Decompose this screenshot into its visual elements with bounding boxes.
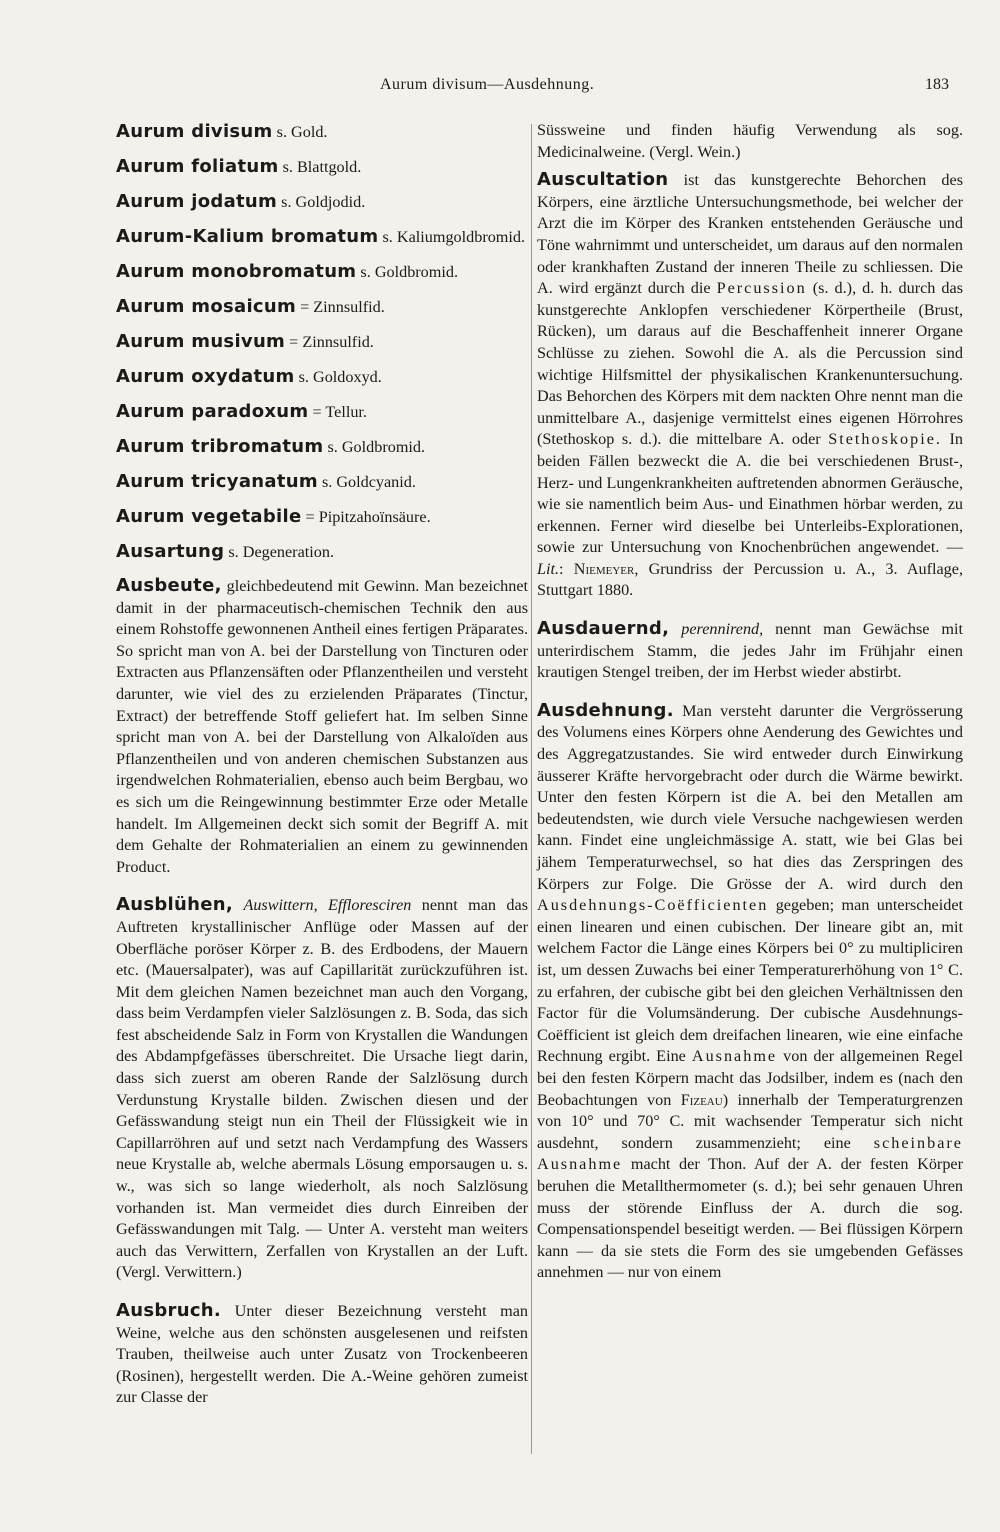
spaced-term: Ausdehnungs-Coëfficienten <box>537 896 769 915</box>
headword: Aurum divisum <box>116 121 273 142</box>
short-entry-list <box>116 120 528 564</box>
right-column <box>537 120 963 1284</box>
entry-aurum-paradoxum <box>116 400 528 424</box>
entry-aurum-monobromatum <box>116 260 528 284</box>
headword: Aurum mosaicum <box>116 296 297 317</box>
entry-aurum-divisum <box>116 120 528 144</box>
entry-text: nennt man das Auftreten krystallinischer Anflüge oder Massen auf der Oberfläche poröser Körper z. B. des Erdbodens, der Mauern etc. (Mauersalpater), was auf Capillarität zurückzuführen ist. Mit dem gleichen Namen bezeichnet man auch den Vorgang, dass beim Verdampfen vieler Salzlösungen z. B. Soda, das sich fest abscheidende Salz in Form von Krystallen die Wandungen des Abdampfgefässes überschreitet. Die Ursache liegt darin, dass sich zuerst am oberen Rande der Salzlösung durch Verdunstung Krystalle bilden. Zwischen diesen und der Gefässwandung steigt nun ein Theil der Flüssigkeit wie in Capillarröhren auf und setzt nach Verdampfung des Wassers neue Krystalle ab, welche abermals Lösung emporsaugen u. s. w., was sich so lange wiederholt, als noch Salzlösung vorhanden ist. Man vermeidet dies durch Einreiben der Gefässwandungen mit Talg. — Unter A. versteht man weiters auch das Verwittern, Zerfallen von Krystallen an der Luft. (Vergl. Verwittern.) <box>116 896 528 1282</box>
entry-text: = Zinnsulfid. <box>296 298 385 316</box>
entry-text: s. Gold. <box>272 123 328 141</box>
entry-aurum-foliatum <box>116 155 528 179</box>
literature-separator: : <box>559 559 574 578</box>
synonyms: Auswittern, Effloresciren <box>243 896 412 915</box>
entry-aurum-mosaicum <box>116 295 528 319</box>
entry-text: macht der Thon. Auf der A. der festen Körper beruhen die Metallthermometer (s. d.); bei sehr genauen Uhren muss der störende Einfluss der A. durch die sog. Compensationspendel beseitigt werden. — Bei flüssigen Körpern kann — da sie stets die Form des sie umgebenden Gefässes annehmen — nur von einem <box>537 1155 963 1282</box>
headword: Ausartung <box>116 541 225 562</box>
entry-ausartung <box>116 540 528 564</box>
headword: Aurum jodatum <box>116 191 278 212</box>
headword: Aurum vegetabile <box>116 506 302 527</box>
entry-text: (s. d.), d. h. durch das kunstgerechte Anklopfen verschiedener Körpertheile (Brust, Rücken), um daraus auf die Beschaffenheit innerer Organe Schlüsse zu ziehen. Sowohl die A. als die Percussion sind wichtige Hilfsmittel der physikalischen Krankenuntersuchung. Das Behorchen des Körpers mit dem nackten Ohre nennt man die unmittelbare A., dasjenige vermittelst eines eigenen Hörrohres (Stethoskop s. d.). die mittelbare A. oder <box>537 279 963 449</box>
spaced-term: Percussion <box>716 279 807 298</box>
headword: Aurum-Kalium bromatum <box>116 226 379 247</box>
entry-aurum-vegetabile <box>116 505 528 529</box>
entry-text: = Zinnsulfid. <box>285 333 374 351</box>
entry-text: In beiden Fällen bezweckt die A. die bei verschiedenen Brust-, Herz- und Lungenkrankheiten auftretenden abnormen Geräusche, wie sie namentlich beim Aus- und Einathmen hörbar werden, zu erkennen. Ferner wird dieselbe bei Unterleibs-Explorationen, sowie zur Untersuchung von Knochenbrüchen angewendet. — <box>537 430 963 557</box>
entry-ausbeute <box>116 575 528 878</box>
entry-ausdauernd <box>537 618 963 684</box>
author-name: Fizeau <box>680 1090 723 1109</box>
entry-text: ist das kunstgerechte Behorchen des Körpers, eine ärztliche Untersuchungsmethode, bei welcher der Arzt die im Körper des Kranken entstehenden Geräusche und Töne wahrnimmt und unterscheidet, um daraus auf den normalen oder krankhaften Zustand der inneren Theile zu schliessen. Die A. wird ergänzt durch die <box>537 171 963 298</box>
entry-text: nennt man Gewächse mit unterirdischem Stamm, die jedes Jahr im Frühjahr einen krautigen Stengel treiben, der im Herbst wieder abstirbt. <box>537 620 964 682</box>
entry-continuation: Süssweine und finden häufig Verwendung als sog. Medicinalweine. (Vergl. Wein.) <box>537 121 963 161</box>
entry-aurum-tribromatum <box>116 435 528 459</box>
entry-ausdehnung <box>537 700 963 1284</box>
entry-aurum-musivum <box>116 330 528 354</box>
headword: Aurum tribromatum <box>116 436 324 457</box>
headword: Aurum oxydatum <box>116 366 295 387</box>
entry-text: gegeben; man unterscheidet einen linearen und einen cubischen. Der lineare gibt an, mit welchem Factor die Länge eines Körpers bei 0° zu multipliciren ist, um dessen Zuwachs bei einer Temperaturerhöhung von 1° C. zu erfahren, der cubische gibt bei den gleichen Verhältnissen den Factor für die Volumsänderung. Der cubische Ausdehnungs-Coëfficient ist gleich dem dreifachen linearen, wie eine einfache Rechnung ergibt. Eine <box>537 896 963 1066</box>
headword: Aurum foliatum <box>116 156 279 177</box>
latin-synonym: perennirend, <box>681 620 764 639</box>
entry-auscultation <box>537 169 963 602</box>
literature-text: , Grundriss der Percussion u. A., 3. Auflage, Stuttgart 1880. <box>537 559 963 600</box>
page-number: 183 <box>925 76 949 93</box>
headword: Ausbeute, <box>116 575 222 596</box>
entry-aurum-tricyanatum <box>116 470 528 494</box>
running-head: Aurum divisum—Ausdehnung. <box>380 76 595 93</box>
headword: Aurum paradoxum <box>116 401 309 422</box>
entry-ausbruch <box>116 1300 528 1409</box>
literature-author: Niemeyer <box>573 559 635 578</box>
spaced-term: Stethoskopie. <box>828 430 942 449</box>
headword: Ausblühen, <box>116 894 234 916</box>
entry-text: von der allgemeinen Regel bei den festen Körpern macht das Jodsilber, indem es (nach den Beobachtungen von <box>537 1047 964 1109</box>
entry-text: = Tellur. <box>308 403 367 421</box>
entry-text: s. Kaliumgoldbromid. <box>378 228 526 246</box>
left-column <box>116 120 528 1409</box>
spaced-term: Ausnahme <box>691 1047 778 1066</box>
headword: Auscultation <box>537 169 669 191</box>
entry-text: s. Goldbromid. <box>323 438 426 456</box>
entry-text: Man versteht darunter die Vergrösserung des Volumens eines Körpers ohne Aenderung des Gewichtes und des Aggregatzustandes. Sie wird entweder durch Einwirkung äusserer Kräfte hervorgebracht oder durch die Wärme bewirkt. Unter den festen Körpern ist die A. bei den Metallen am bedeutendsten, wie durch viele Versuche nachgewiesen werden kann. Findet eine ungleichmässige A. statt, wie bei Glas bei jähem Temperaturwechsel, so hat dies das Zerspringen des Körpers zur Folge. Die Grösse der A. wird durch den <box>537 701 963 893</box>
entry-text: s. Goldcyanid. <box>317 473 416 491</box>
entry-text: s. Degeneration. <box>224 543 334 561</box>
column-divider <box>531 124 532 1454</box>
entry-text: s. Goldjodid. <box>277 193 366 211</box>
entry-text: ) innerhalb der Temperaturgrenzen von 10° und 70° C. mit wachsender Temperatur sich nicht ausdehnt, sondern zusammenzieht; eine <box>537 1090 963 1152</box>
entry-text: s. Goldoxyd. <box>294 368 382 386</box>
entry-aurum-kalium-bromatum <box>116 225 528 249</box>
headword: Aurum monobromatum <box>116 261 357 282</box>
entry-ausbluehen <box>116 894 528 1284</box>
headword: Ausdehnung. <box>537 699 674 721</box>
entry-text: s. Blattgold. <box>278 158 362 176</box>
headword: Aurum musivum <box>116 331 286 352</box>
entry-aurum-jodatum <box>116 190 528 214</box>
headword: Ausbruch. <box>116 1300 222 1321</box>
entry-aurum-oxydatum <box>116 365 528 389</box>
headword: Aurum tricyanatum <box>116 471 318 492</box>
literature-label: Lit. <box>537 559 560 578</box>
entry-text: Unter dieser Bezeichnung versteht man Weine, welche aus den schönsten ausgelesenen und reifsten Trauben, theilweise auch unter Zusatz von Trockenbeeren (Rosinen), hergestellt werden. Die A.-Weine gehören zumeist zur Classe der <box>116 1302 528 1407</box>
entry-text: gleichbedeutend mit Gewinn. Man bezeichnet damit in der pharmaceutisch-chemischen Technik den aus einem Rohstoffe gewonnenen Antheil eines fertigen Präparates. So spricht man von A. bei der Darstellung von Tincturen oder Extracten aus Pflanzensäften oder Pflanzentheilen und versteht darunter, wie viel des zu erzielenden Präparates (Tinctur, Extract) der betreffende Stoff geliefert hat. Im selben Sinne spricht man von A. bei der Darstellung von Alkaloïden aus Pflanzentheilen und von anderen chemischen Substanzen aus irgendwelchen Rohmaterialien, ebenso auch beim Bergbau, wo es sich um die Reingewinnung bestimmter Erze oder Metalle handelt. Im Allgemeinen deckt sich somit der Begriff A. mit dem Gehalte der Rohmaterialien an einem zu gewinnenden Product. <box>116 577 528 876</box>
spaced-term: scheinbare Ausnahme <box>537 1133 963 1174</box>
headword: Ausdauernd, <box>537 618 670 640</box>
entry-text: s. Goldbromid. <box>356 263 458 281</box>
entry-text: = Pipitzahoïnsäure. <box>301 508 431 526</box>
